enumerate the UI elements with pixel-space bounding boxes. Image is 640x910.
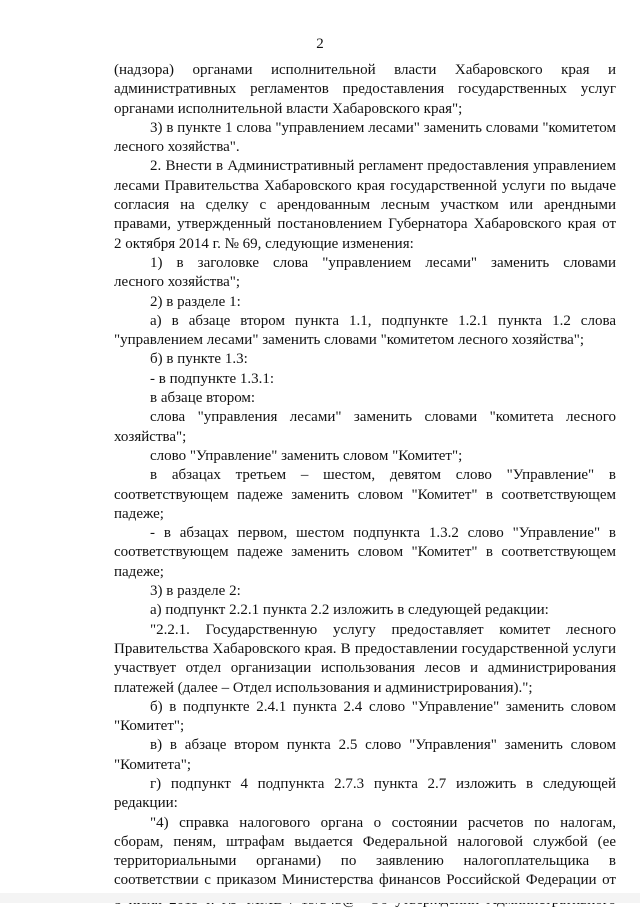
text-line: лесного хозяйства". [114, 139, 240, 156]
text-line: падеже; [114, 505, 164, 522]
paragraph [114, 447, 616, 466]
text-line: г) подпункт 4 подпункта 2.7.3 пункта 2.7 изложить в следующей [150, 775, 616, 792]
text-line: в абзаце втором: [150, 390, 256, 407]
paragraph [114, 61, 616, 119]
text-line: 1) в заголовке слова "управлением лесами" заменить словами [150, 254, 616, 271]
text-line: 2) в разделе 1: [150, 293, 241, 310]
paragraph [114, 119, 616, 158]
text-line: соответствующем падеже заменить словом "Комитет" в соответствующем [114, 486, 616, 503]
text-line: 2 октября 2014 г. № 69, следующие изменения: [114, 235, 414, 252]
text-line: сборам, пеням, штрафам выдается Федеральной налоговой службой (ее [114, 833, 616, 850]
paragraph [114, 389, 616, 408]
text-line: "4) справка налогового органа о состоянии расчетов по налогам, [150, 814, 616, 831]
text-line: 3) в разделе 2: [150, 583, 241, 600]
text-line: лесного хозяйства"; [114, 274, 241, 291]
text-line: "Комитет"; [114, 718, 185, 735]
text-line: падеже; [114, 563, 164, 580]
text-line: лесами Правительства Хабаровского края государственной услуги по выдаче [114, 177, 616, 194]
document-body [114, 61, 616, 910]
paragraph [114, 312, 616, 351]
paragraph [114, 293, 616, 312]
text-line: согласия на сделку с арендованным лесным участком или арендными [114, 197, 616, 214]
text-line: правами, утвержденный постановлением Губернатора Хабаровского края от [114, 216, 616, 233]
text-line: слова "управления лесами" заменить словами "комитета лесного [150, 409, 616, 426]
paragraph [114, 408, 616, 447]
text-line: "2.2.1. Государственную услугу предоставляет комитет лесного [150, 621, 616, 638]
paragraph [114, 698, 616, 737]
text-line: в абзацах третьем – шестом, девятом слово "Управление" в [150, 467, 616, 484]
paragraph [114, 621, 616, 698]
text-line: редакции: [114, 795, 178, 812]
text-line: участвует отдел организации использования лесов и администрирования [114, 660, 616, 677]
text-line: слово "Управление" заменить словом "Комитет"; [150, 447, 463, 464]
page-bottom-edge [0, 893, 640, 903]
text-line: а) подпункт 2.2.1 пункта 2.2 изложить в следующей редакции: [150, 602, 549, 619]
text-line: "Комитета"; [114, 756, 192, 773]
page-number: 2 [316, 36, 324, 52]
text-line: соответствии с приказом Министерства финансов Российской Федерации от [114, 872, 616, 889]
text-line: хозяйства"; [114, 428, 187, 445]
text-line: в) в абзаце втором пункта 2.5 слово "Управления" заменить словом [150, 737, 616, 754]
text-line: платежей (далее – Отдел использования и администрирования)."; [114, 679, 533, 696]
text-line: (надзора) органами исполнительной власти Хабаровского края и [114, 62, 616, 78]
paragraph [114, 524, 616, 582]
paragraph [114, 775, 616, 814]
text-line: - в подпункте 1.3.1: [150, 370, 275, 387]
text-line: 3) в пункте 1 слова "управлением лесами" заменить словами "комитетом [150, 119, 616, 136]
paragraph [114, 736, 616, 775]
text-line: "управлением лесами" заменить словами "комитетом лесного хозяйства"; [114, 332, 585, 349]
text-line: а) в абзаце втором пункта 1.1, подпункте 1.2.1 пункта 1.2 слова [150, 312, 616, 329]
paragraph [114, 466, 616, 524]
text-line: административных регламентов предоставления государственных услуг [114, 81, 616, 98]
paragraph [114, 370, 616, 389]
text-line: органами исполнительной власти Хабаровского края"; [114, 100, 463, 117]
text-line: Правительства Хабаровского края. В предоставлении государственной услуги [114, 640, 616, 657]
text-line: б) в пункте 1.3: [150, 351, 248, 368]
paragraph [114, 601, 616, 620]
paragraph [114, 582, 616, 601]
text-line: б) в подпункте 2.4.1 пункта 2.4 слово "Управление" заменить словом [150, 698, 616, 715]
text-line: соответствующем падеже заменить словом "Комитет" в соответствующем [114, 544, 616, 561]
paragraph [114, 157, 616, 253]
paragraph [114, 350, 616, 369]
text-line: территориальными органами) по заявлению налогоплательщика в [114, 853, 616, 870]
text-line: - в абзацах первом, шестом подпункта 1.3.2 слово "Управление" в [150, 525, 616, 542]
text-line: 2. Внести в Административный регламент предоставления управлением [150, 158, 616, 175]
paragraph [114, 254, 616, 293]
